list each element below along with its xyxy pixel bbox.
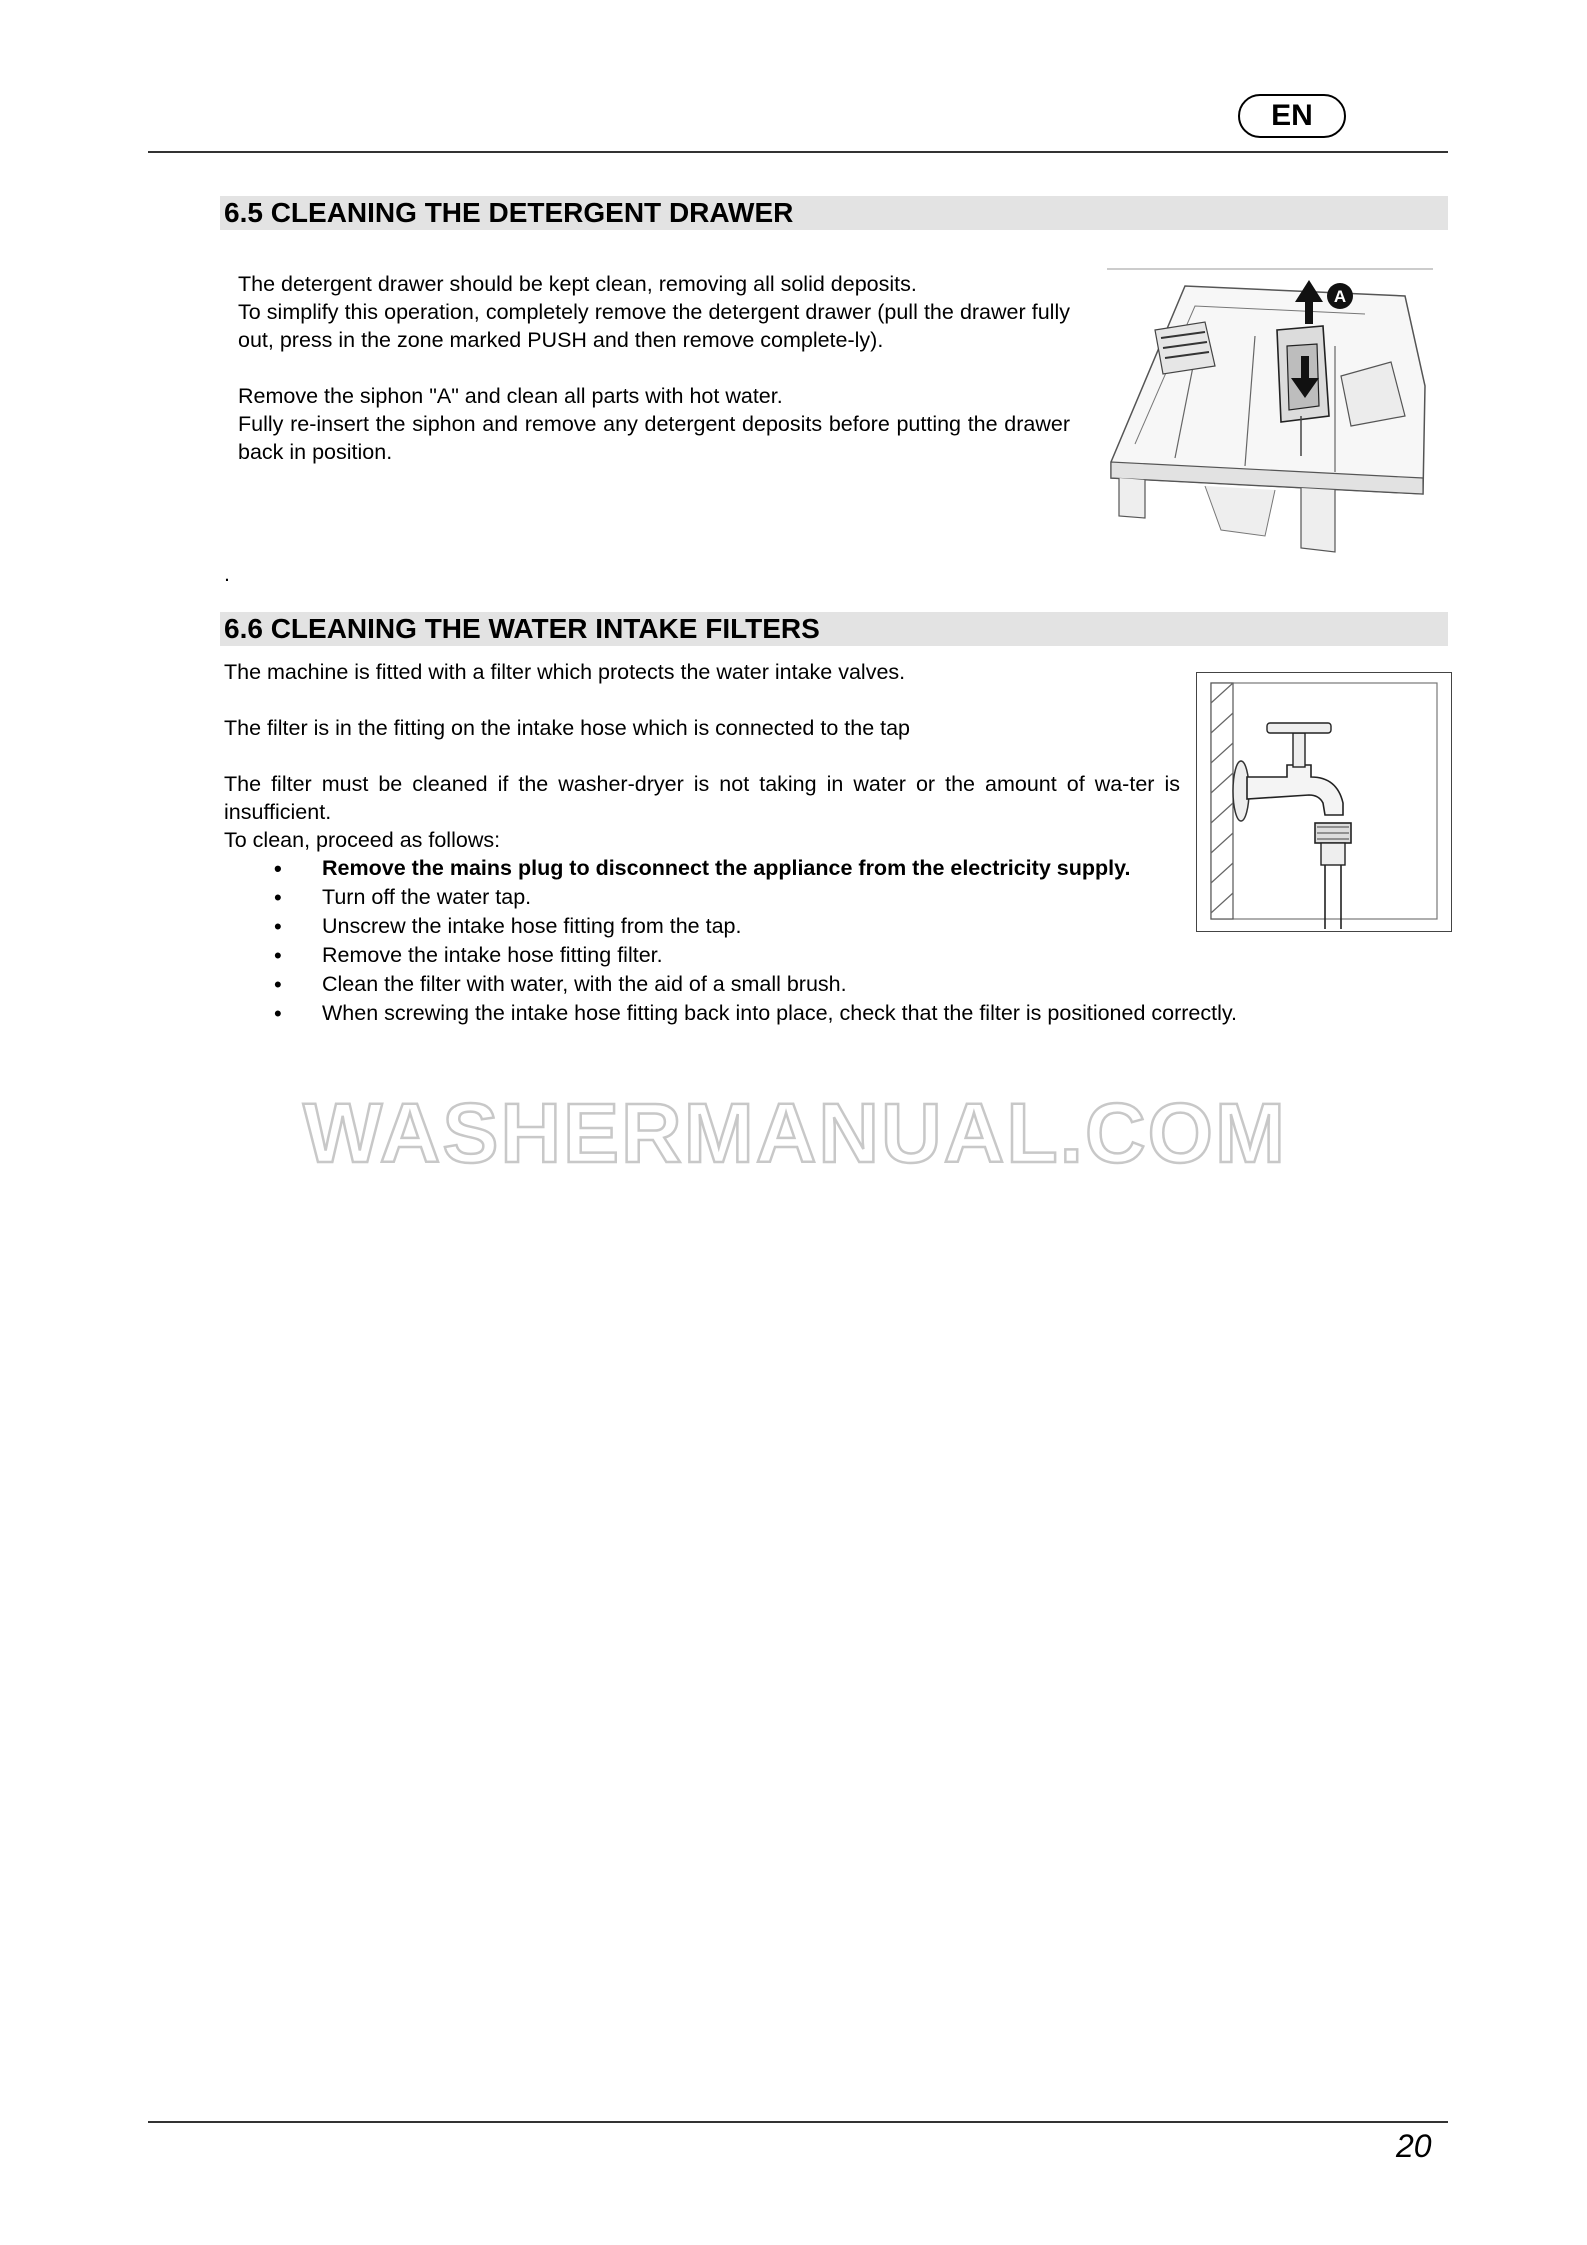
paragraph: To simplify this operation, completely remove the detergent drawer (pull the drawer fully out, press in the zone marked PUSH and then remove complete-ly). [238,300,1070,352]
detergent-drawer-illustration [1105,266,1435,558]
bullet-icon: • [274,885,282,910]
list-item [224,970,1176,999]
list-item [224,912,1176,941]
section-heading-6-6: 6.6 CLEANING THE WATER INTAKE FILTERS [220,612,1448,646]
section-6-6-intro [224,658,1180,854]
bullet-icon: • [274,972,282,997]
list-item [224,999,1502,1028]
paragraph: Remove the siphon "A" and clean all parts with hot water. [238,384,783,408]
footer-rule [148,2121,1448,2123]
section-heading-6-5: 6.5 CLEANING THE DETERGENT DRAWER [220,196,1448,230]
list-item-text: Turn off the water tap. [322,885,532,909]
section-6-5-text [238,270,1070,466]
bullet-icon: • [274,914,282,939]
list-item-text: Clean the filter with water, with the aid of a small brush. [322,972,847,996]
bullet-icon: • [274,1001,282,1026]
cleaning-steps-list [224,854,1238,1028]
watermark-text: WASHERMANUAL.COM [303,1088,1287,1178]
watermark-logo [295,1088,1295,1178]
water-tap-illustration [1196,672,1452,932]
siphon-label-a: A [1333,287,1347,306]
list-item-text: Remove the mains plug to disconnect the appliance from the electricity supply. [322,856,1131,880]
bullet-icon: • [274,943,282,968]
header-rule [148,151,1448,153]
paragraph: The filter must be cleaned if the washer-dryer is not taking in water or the amount of wa-ter is insufficient. [224,772,1180,824]
paragraph: The machine is fitted with a filter which protects the water intake valves. [224,660,906,684]
list-item [224,941,1176,970]
list-item-text: When screwing the intake hose fitting back into place, check that the filter is positioned correctly. [322,1001,1238,1025]
bullet-icon: • [274,856,282,881]
list-item-text: Unscrew the intake hose fitting from the tap. [322,914,742,938]
detergent-drawer-drawing [1105,266,1435,558]
language-badge: EN [1238,94,1346,138]
list-item-text: Remove the intake hose fitting filter. [322,943,663,967]
paragraph: The filter is in the fitting on the intake hose which is connected to the tap [224,716,911,740]
paragraph: To clean, proceed as follows: [224,828,501,852]
list-item [224,883,1176,912]
water-tap-drawing [1197,673,1449,929]
stray-dot: . [224,562,230,586]
paragraph: Fully re-insert the siphon and remove any detergent deposits before putting the drawer back in position. [238,412,1070,464]
paragraph: The detergent drawer should be kept clean, removing all solid deposits. [238,272,917,296]
list-item [224,854,1176,883]
page-number: 20 [1396,2128,1432,2164]
